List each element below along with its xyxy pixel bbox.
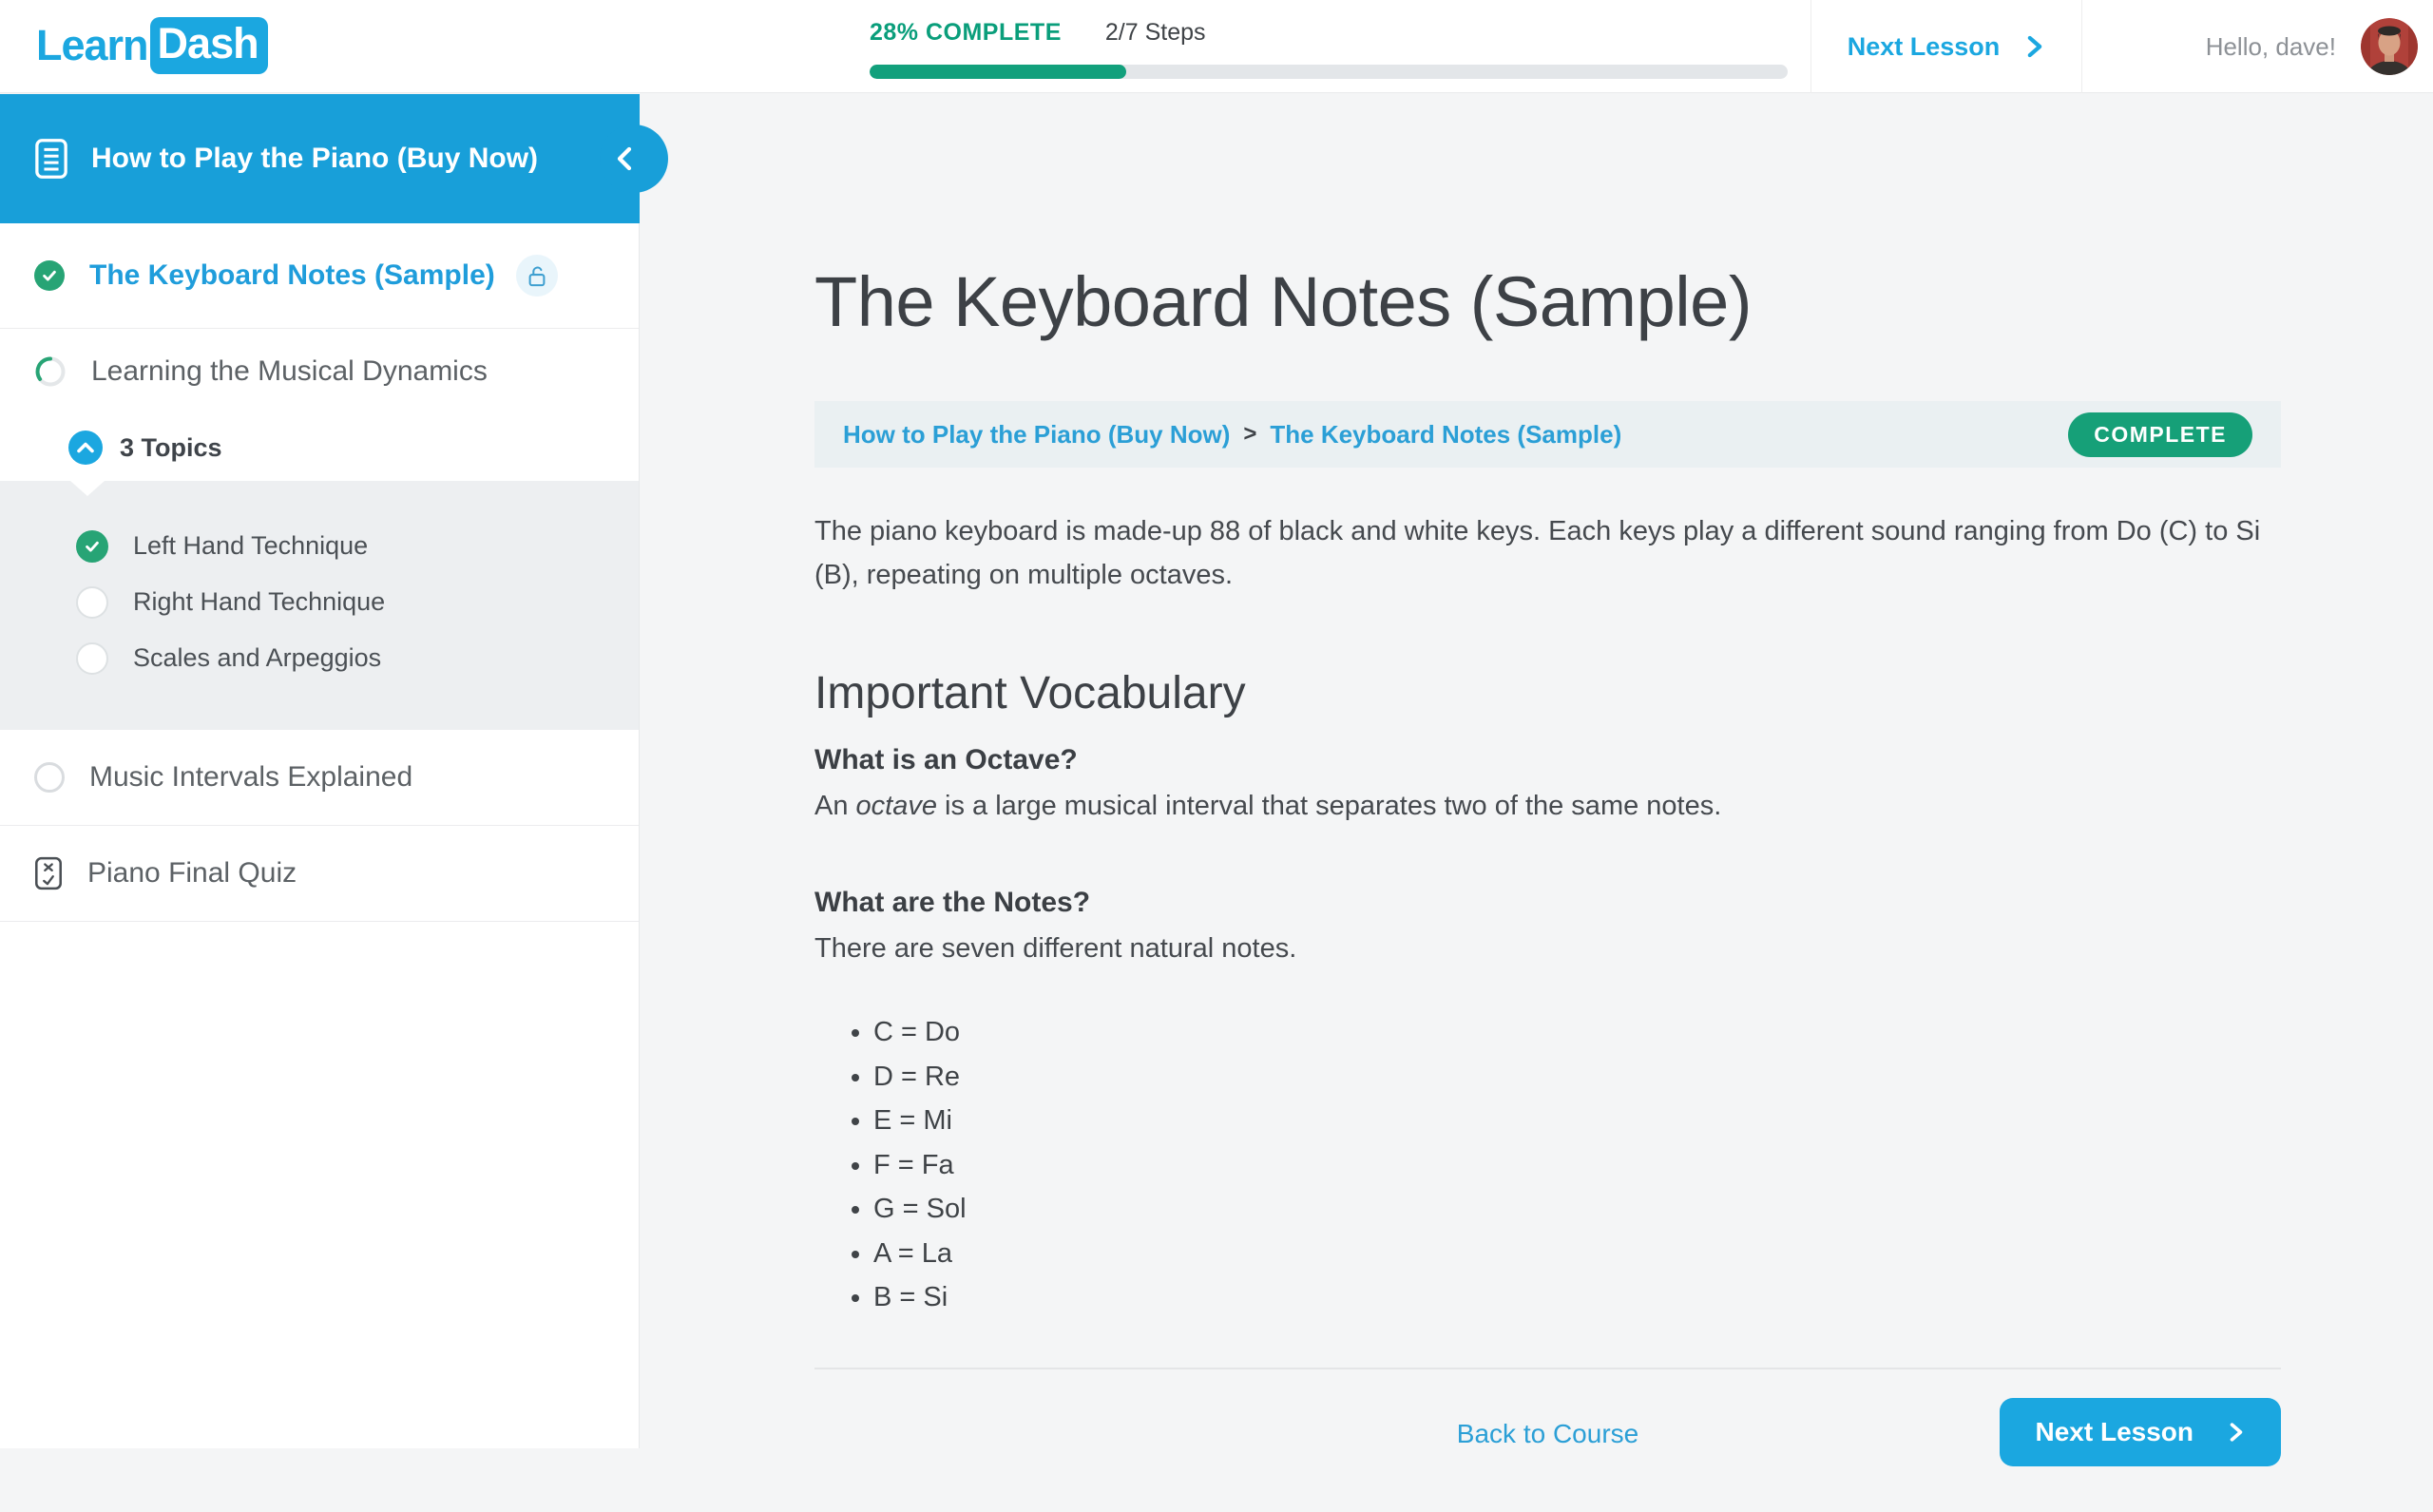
breadcrumb-lesson-link[interactable]: The Keyboard Notes (Sample) — [1270, 419, 1622, 449]
logo-dash-text: Dash — [150, 17, 268, 74]
chevron-right-icon — [2024, 34, 2045, 59]
sidebar-item-label: Music Intervals Explained — [89, 761, 413, 793]
lesson-intro-paragraph: The piano keyboard is made-up 88 of black and white keys. Each keys play a different sound ranging from Do (C) to Si (B), repeating on multiple octaves. — [814, 516, 2261, 590]
account-area — [2206, 0, 2418, 93]
progress-bar — [870, 65, 1788, 79]
incomplete-circle-icon — [34, 762, 65, 793]
topbar-divider — [2081, 0, 2082, 93]
lesson-list — [0, 223, 639, 922]
incomplete-circle-icon — [76, 642, 108, 675]
status-badge: COMPLETE — [2068, 412, 2252, 457]
topics-expand-toggle[interactable] — [0, 414, 639, 481]
octave-paragraph — [814, 784, 2281, 828]
sidebar-item-musical-dynamics[interactable] — [0, 329, 639, 414]
list-item: • A = La — [873, 1232, 2281, 1276]
learndash-logo[interactable] — [36, 17, 268, 74]
list-item: • C = Do — [873, 1010, 2281, 1055]
topbar — [0, 0, 2433, 93]
sidebar-item-keyboard-notes[interactable] — [0, 223, 639, 328]
progress-percent-label: 28% COMPLETE — [870, 19, 1062, 46]
vocabulary-heading: Important Vocabulary — [814, 668, 1246, 718]
list-item: • B = Si — [873, 1275, 2281, 1320]
sidebar-item-music-intervals[interactable] — [0, 730, 639, 825]
topic-item-scales-arpeggios[interactable] — [0, 630, 639, 686]
octave-term: octave — [855, 791, 937, 821]
unlocked-sample-icon — [516, 255, 558, 297]
in-progress-ring-icon — [34, 355, 67, 388]
topic-item-right-hand[interactable] — [0, 574, 639, 630]
sidebar-item-label: Learning the Musical Dynamics — [91, 355, 488, 387]
course-progress — [870, 0, 1788, 93]
topics-count-label: 3 Topics — [120, 432, 222, 462]
back-to-course-link[interactable]: Back to Course — [1456, 1418, 1639, 1448]
lesson-content — [640, 94, 2433, 1448]
list-item: • G = Sol — [873, 1187, 2281, 1232]
notes-intro-paragraph: There are seven different natural notes. — [814, 933, 1297, 964]
user-avatar[interactable] — [2361, 18, 2418, 75]
page-title: The Keyboard Notes (Sample) — [814, 262, 1752, 341]
sidebar-item-label: Piano Final Quiz — [87, 857, 297, 889]
avatar-photo-icon — [2361, 18, 2418, 75]
topic-item-left-hand[interactable] — [0, 518, 639, 574]
next-lesson-link-label: Next Lesson — [1847, 31, 2001, 61]
sidebar-item-piano-final-quiz[interactable] — [0, 826, 639, 921]
progress-steps-label: 2/7 Steps — [1104, 19, 1206, 46]
list-item: • D = Re — [873, 1055, 2281, 1100]
user-greeting: Hello, dave! — [2205, 31, 2336, 61]
course-header[interactable] — [0, 94, 640, 223]
lesson-footer — [814, 1369, 2281, 1512]
completed-check-icon — [76, 530, 108, 563]
breadcrumb-separator: > — [1243, 421, 1257, 447]
sidebar-collapse-button[interactable] — [600, 124, 668, 193]
topic-label: Left Hand Technique — [133, 531, 369, 560]
next-lesson-button[interactable] — [2000, 1398, 2282, 1466]
sidebar-divider — [0, 921, 639, 922]
next-lesson-link[interactable] — [1811, 0, 2081, 93]
sidebar-item-label: The Keyboard Notes (Sample) — [89, 259, 495, 291]
course-title: How to Play the Piano (Buy Now) — [91, 143, 539, 174]
incomplete-circle-icon — [76, 586, 108, 619]
chevron-left-icon — [615, 144, 634, 173]
notes-heading: What are the Notes? — [814, 887, 1091, 918]
logo-learn-text: Learn — [36, 21, 148, 69]
chevron-up-icon — [68, 431, 103, 465]
panel-notch — [70, 481, 105, 496]
breadcrumb-course-link[interactable]: How to Play the Piano (Buy Now) — [843, 419, 1231, 449]
notes-list — [814, 1010, 2281, 1320]
breadcrumb — [814, 401, 2281, 468]
chevron-right-icon — [2228, 1421, 2245, 1444]
quiz-icon — [34, 856, 63, 890]
next-lesson-button-label: Next Lesson — [2035, 1416, 2194, 1446]
list-item: • F = Fa — [873, 1143, 2281, 1188]
octave-text-after: is a large musical interval that separates two of the same notes. — [936, 791, 1722, 821]
topic-label: Scales and Arpeggios — [133, 643, 382, 672]
document-icon — [34, 138, 68, 180]
course-sidebar — [0, 94, 640, 1448]
progress-fill — [870, 65, 1126, 79]
topic-label: Right Hand Technique — [133, 587, 386, 616]
list-item: • E = Mi — [873, 1099, 2281, 1143]
topics-panel — [0, 481, 639, 730]
octave-text-before: An — [814, 791, 856, 821]
octave-heading: What is an Octave? — [814, 744, 1078, 775]
completed-check-icon — [34, 260, 65, 291]
